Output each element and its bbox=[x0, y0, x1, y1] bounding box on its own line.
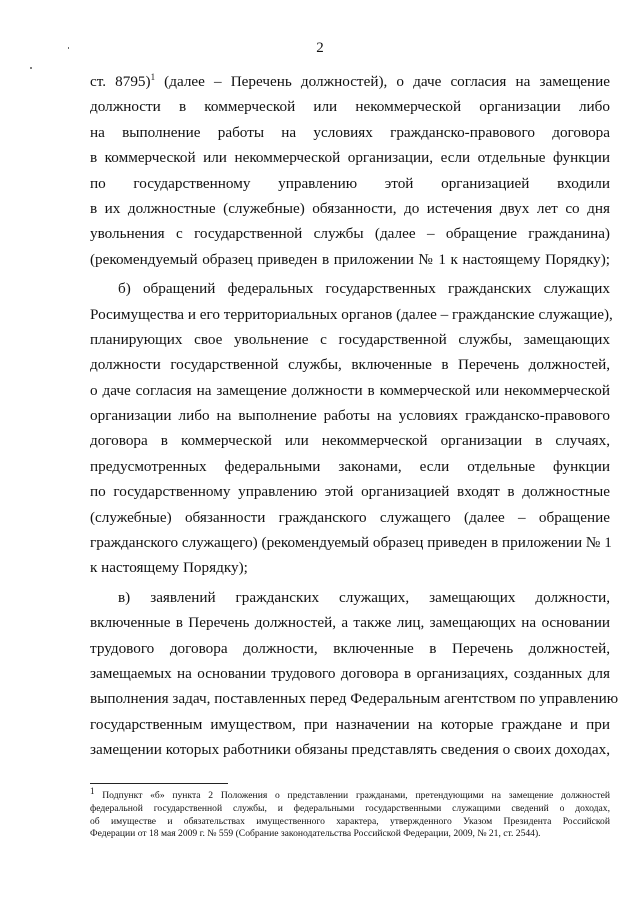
document-body bbox=[90, 69, 619, 763]
text-line: замещаемых на основании трудового договора в организациях, созданных для bbox=[90, 664, 610, 682]
footnote-line: об имуществе и обязательствах имущественного характера, утвержденного Указом Президента Российской bbox=[90, 815, 610, 827]
text-line bbox=[90, 69, 610, 94]
text-line: (рекомендуемый образец приведен в приложении № 1 к настоящему Порядку); bbox=[90, 250, 610, 268]
text-line: в их должностные (служебные) обязанности, до истечения двух лет со дня bbox=[90, 199, 610, 217]
text-line: предусмотренных федеральными законами, если отдельные функции bbox=[90, 457, 610, 475]
footnote-line: федеральной государственной службы, и федеральными государственными служащими сведений о доходах, bbox=[90, 802, 610, 814]
text-line: в) заявлений гражданских служащих, замещающих должности, bbox=[118, 588, 610, 606]
text-line: замещении которых работники обязаны представлять сведения о своих доходах, bbox=[90, 741, 610, 759]
text-line: выполнения задач, поставленных перед Федеральным агентством по управлению bbox=[90, 690, 619, 708]
text-line: по государственному управлению этой организацией входили bbox=[90, 174, 610, 192]
footnote-text: Подпункт «б» пункта 2 Положения о представлении гражданами, претендующими на замещение должностей bbox=[94, 790, 610, 801]
text-line: (служебные) обязанности гражданского служащего (далее – обращение bbox=[90, 508, 610, 526]
footnote-marker: 1 bbox=[90, 785, 95, 796]
text-line: включенные в Перечень должностей, а также лиц, замещающих на основании bbox=[90, 614, 610, 632]
text-line: должности государственной службы, включенные в Перечень должностей, bbox=[90, 356, 610, 374]
text-line: Росимущества и его территориальных органов (далее – гражданские служащие), bbox=[90, 305, 613, 323]
text-line: гражданского служащего) (рекомендуемый образец приведен в приложении № 1 bbox=[90, 534, 612, 552]
footnote-line: Федерации от 18 мая 2009 г. № 559 (Собрание законодательства Российской Федерации, 2009, № 21, ст. 2544). bbox=[90, 828, 541, 840]
text-line: б) обращений федеральных государственных гражданских служащих bbox=[118, 280, 610, 298]
text-line: о даче согласия на замещение должности в коммерческой или некоммерческой bbox=[90, 381, 610, 399]
text-line: государственным имуществом, при назначении на которые граждане и при bbox=[90, 715, 610, 733]
footnote-separator bbox=[90, 783, 228, 784]
text-line: договора в коммерческой или некоммерческой организации в случаях, bbox=[90, 432, 610, 450]
text-fragment: (далее – Перечень должностей), о даче согласия на замещение bbox=[155, 73, 611, 90]
text-line: планирующих свое увольнение с государственной службы, замещающих bbox=[90, 330, 610, 348]
text-line: трудового договора должности, включенные в Перечень должностей, bbox=[90, 639, 610, 657]
text-fragment: ст. 8795) bbox=[90, 73, 151, 90]
text-line: увольнения с государственной службы (далее – обращение гражданина) bbox=[90, 225, 610, 243]
footnote bbox=[90, 785, 610, 841]
text-line: организации либо на выполнение работы на условиях гражданско-правового bbox=[90, 407, 610, 425]
text-line: на выполнение работы на условиях гражданско-правового договора bbox=[90, 123, 610, 141]
text-line: должности в коммерческой или некоммерческой организации либо bbox=[90, 98, 610, 116]
text-line: по государственному управлению этой организацией входят в должностные bbox=[90, 483, 610, 501]
page-number: 2 bbox=[316, 40, 324, 56]
footnote-reference[interactable]: 1 bbox=[150, 71, 156, 82]
text-line: в коммерческой или некоммерческой организации, если отдельные функции bbox=[90, 149, 610, 167]
scan-speck bbox=[30, 67, 32, 69]
scan-speck bbox=[68, 47, 69, 49]
text-line: к настоящему Порядку); bbox=[90, 559, 248, 577]
footnote-line bbox=[90, 785, 610, 803]
